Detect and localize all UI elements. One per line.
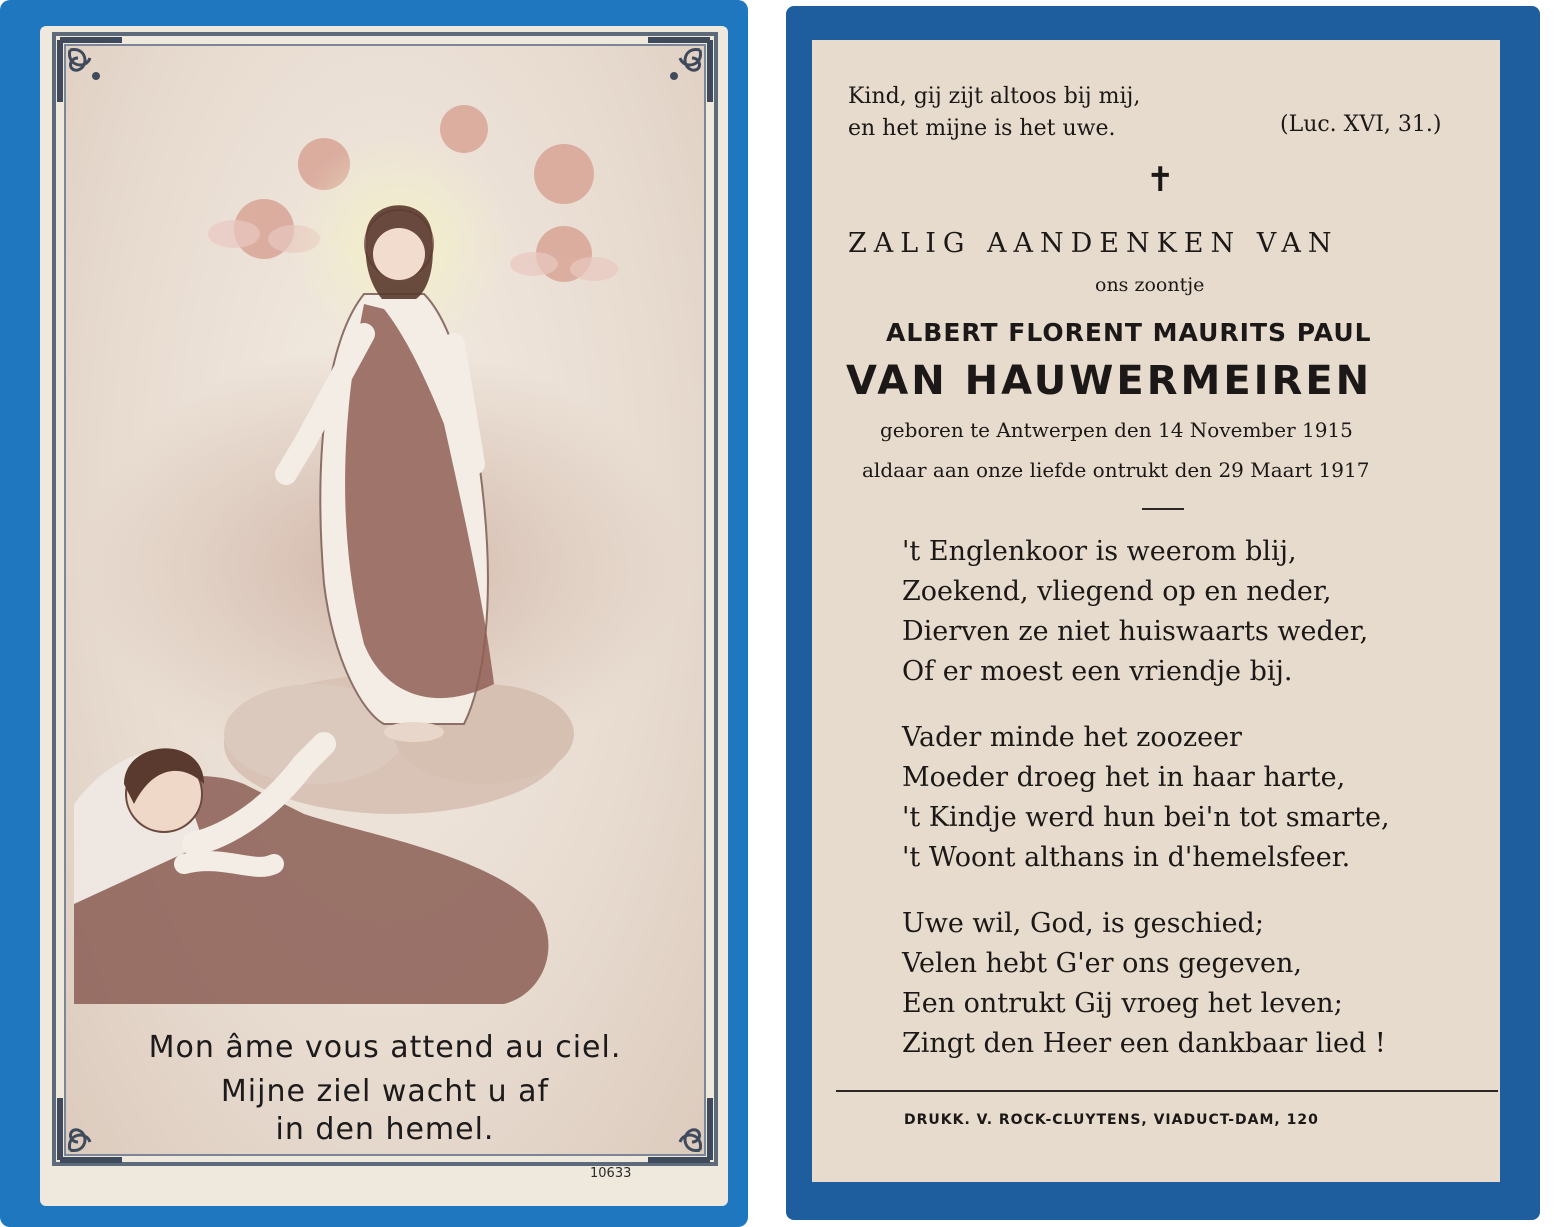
death-line: aldaar aan onze liefde ontrukt den 29 Maart 1917 — [862, 458, 1370, 482]
poem-line-7: 't Kindje werd hun bei'n tot smarte, — [902, 802, 1390, 833]
deceased-first-names: ALBERT FLORENT MAURITS PAUL — [886, 318, 1372, 347]
poem-line-8: 't Woont althans in d'hemelsfeer. — [902, 842, 1351, 873]
caption-dutch-line-1: Mijne ziel wacht u af — [220, 1074, 550, 1109]
illustration-child-jesus-and-sick-child — [64, 44, 706, 1044]
epigraph-reference: (Luc. XVI, 31.) — [1280, 112, 1442, 137]
caption-french: Mon âme vous attend au ciel. — [148, 1030, 622, 1065]
printer-imprint: DRUKK. V. ROCK-CLUYTENS, VIADUCT-DAM, 120 — [904, 1112, 1319, 1128]
poem-line-2: Zoekend, vliegend op en neder, — [902, 576, 1332, 607]
caption-dutch-line-2: in den hemel. — [275, 1112, 495, 1147]
poem-line-6: Moeder droeg het in haar harte, — [902, 762, 1346, 793]
divider-short — [1142, 508, 1184, 510]
subheading-ons-zoontje: ons zoontje — [1095, 274, 1205, 296]
deceased-surname: VAN HAUWERMEIREN — [846, 358, 1373, 404]
card-number: 10633 — [590, 1166, 632, 1181]
poem-line-3: Dierven ze niet huiswaarts weder, — [902, 616, 1369, 647]
cross-icon: ✝ — [1146, 160, 1175, 200]
poem-line-11: Een ontrukt Gij vroeg het leven; — [902, 988, 1343, 1019]
poem-line-1: 't Englenkoor is weerom blij, — [902, 536, 1297, 567]
poem-line-12: Zingt den Heer een dankbaar lied ! — [902, 1028, 1386, 1059]
heading-zalig-aandenken: ZALIG AANDENKEN VAN — [848, 228, 1339, 259]
poem-line-9: Uwe wil, God, is geschied; — [902, 908, 1264, 939]
birth-line: geboren te Antwerpen den 14 November 1915 — [880, 418, 1353, 442]
divider-footer — [836, 1090, 1498, 1092]
poem-line-10: Velen hebt G'er ons gegeven, — [902, 948, 1302, 979]
poem-line-5: Vader minde het zoozeer — [902, 722, 1242, 753]
epigraph-line-1: Kind, gij zijt altoos bij mij, — [848, 84, 1141, 109]
epigraph-line-2: en het mijne is het uwe. — [848, 116, 1116, 141]
poem-line-4: Of er moest een vriendje bij. — [902, 656, 1293, 687]
